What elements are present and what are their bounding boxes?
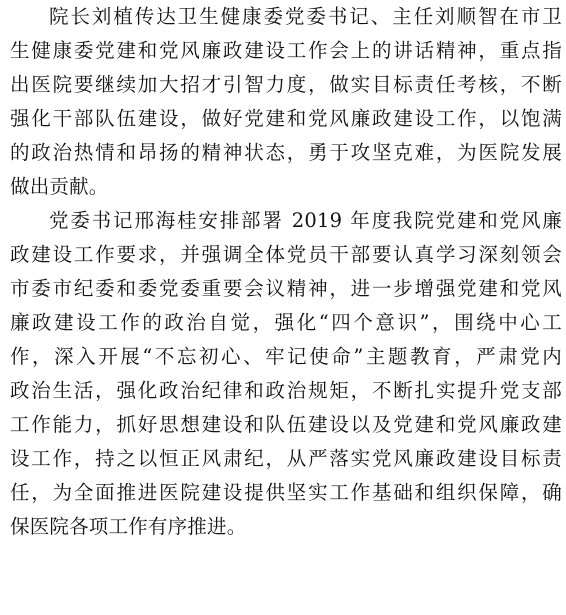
text-line: 作，深入开展“不忘初心、牢记使命”主题教育，严肃党内 [10,345,562,368]
paragraph-2 [10,204,562,544]
text-line: 做出贡献。 [10,175,109,198]
text-line: 廉政建设工作的政治自觉，强化“四个意识”，围绕中心工 [10,311,562,334]
document-body [10,0,562,544]
text-line: 市委市纪委和委党委重要会议精神，进一步增强党建和党风 [10,277,562,300]
text-line: 的政治热情和昂扬的精神状态，勇于攻坚克难，为医院发展 [10,141,562,164]
text-line: 设工作，持之以恒正风肃纪，从严落实党风廉政建设目标责 [10,447,562,470]
text-line: 政治生活，强化政治纪律和政治规矩，不断扎实提升党支部 [10,379,562,402]
text-line: 出医院要继续加大招才引智力度，做实目标责任考核，不断 [10,73,562,96]
text-line: 党委书记邢海桂安排部署 2019 年度我院党建和党风廉 [49,209,562,232]
text-line: 任，为全面推进医院建设提供坚实工作基础和组织保障，确 [10,481,562,504]
text-line: 生健康委党建和党风廉政建设工作会上的讲话精神，重点指 [10,39,562,62]
text-line: 保医院各项工作有序推进。 [10,515,247,538]
text-line: 院长刘植传达卫生健康委党委书记、主任刘顺智在市卫 [49,5,562,28]
text-line: 强化干部队伍建设，做好党建和党风廉政建设工作，以饱满 [10,107,562,130]
text-line: 工作能力，抓好思想建设和队伍建设以及党建和党风廉政建 [10,413,562,436]
paragraph-1 [10,0,562,204]
text-line: 政建设工作要求，并强调全体党员干部要认真学习深刻领会 [10,243,562,266]
